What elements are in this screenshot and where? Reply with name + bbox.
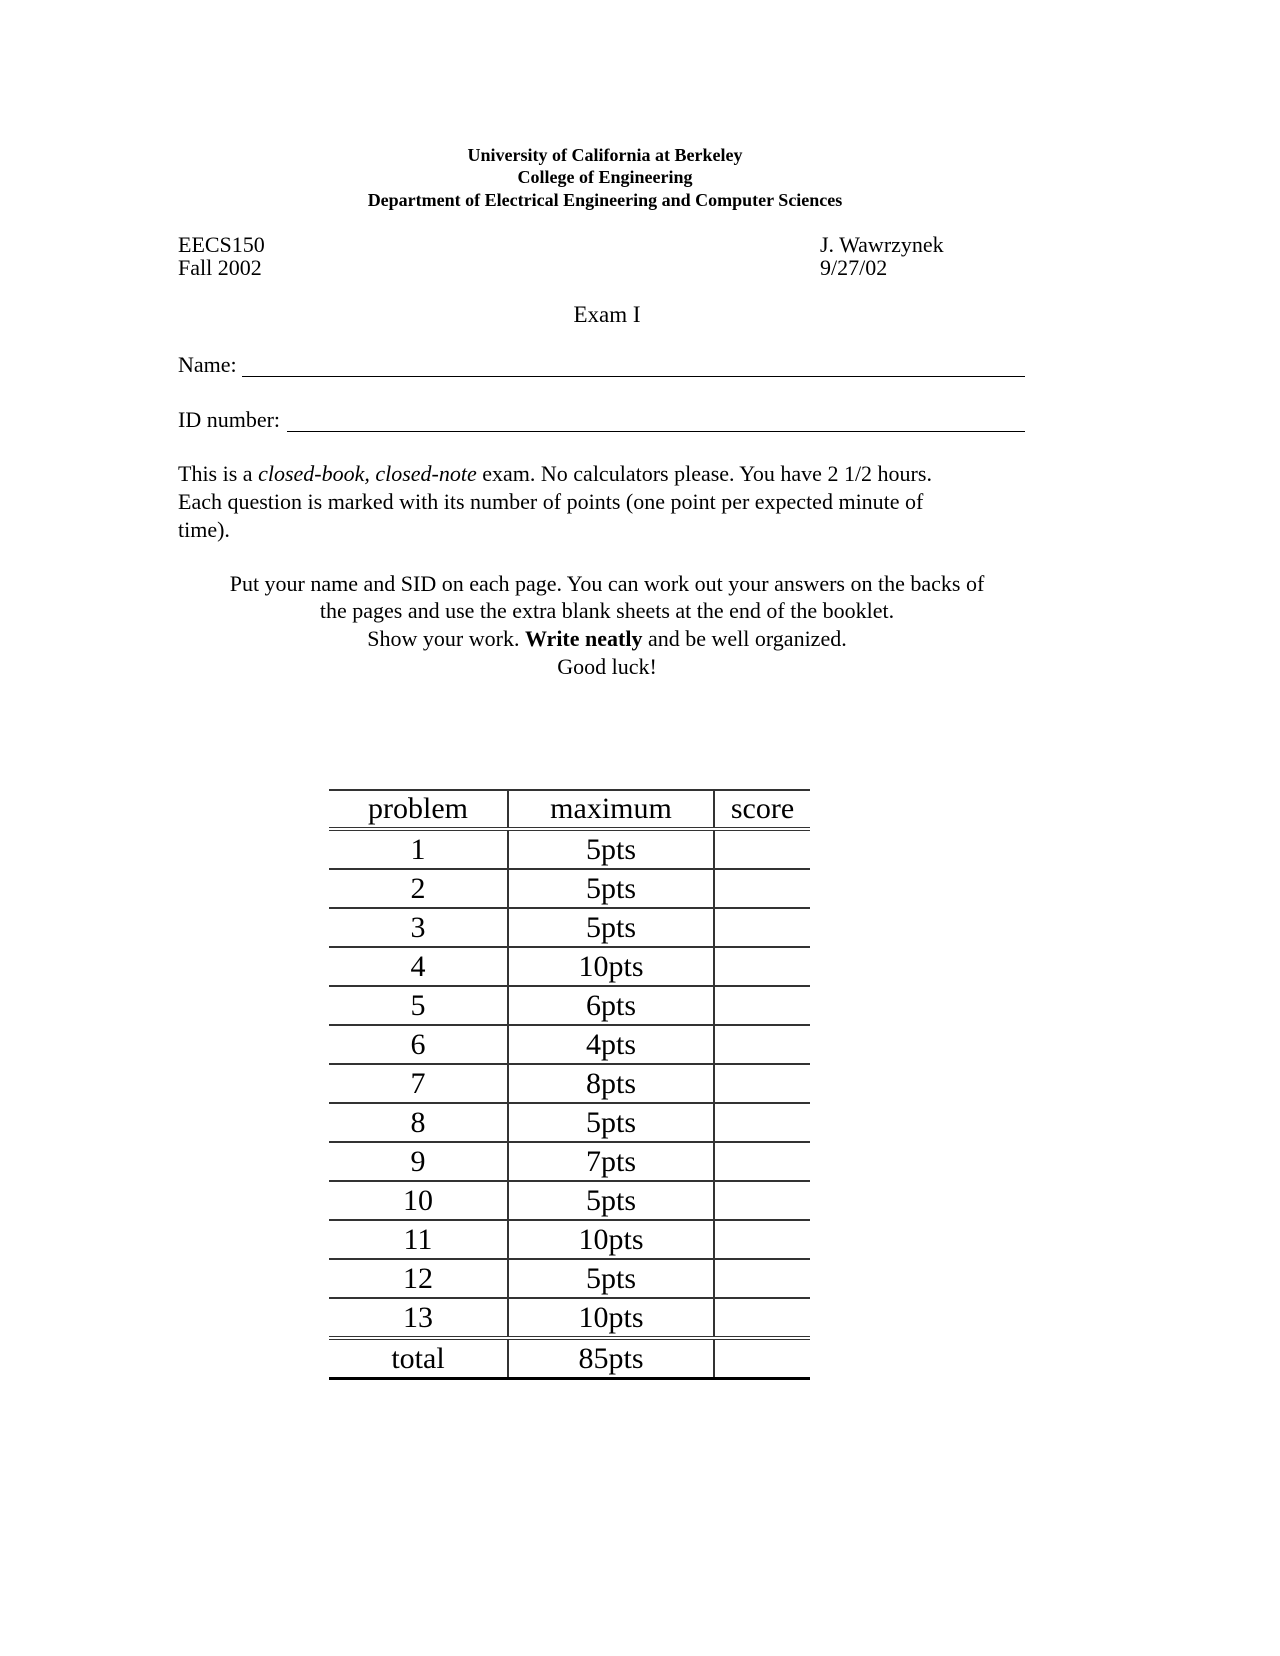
problem-cell: 12 (329, 1259, 508, 1298)
instructions-line-1 (178, 461, 932, 487)
score-cell[interactable] (714, 1142, 810, 1181)
problem-cell: 4 (329, 947, 508, 986)
problem-cell: 11 (329, 1220, 508, 1259)
score-cell[interactable] (714, 869, 810, 908)
department-heading: Department of Electrical Engineering and Computer Sciences (367, 190, 843, 210)
text: and be well organized. (642, 626, 847, 651)
table-row (329, 1220, 810, 1259)
maximum-cell: 8pts (508, 1064, 714, 1103)
maximum-cell: 5pts (508, 1103, 714, 1142)
table-row (329, 869, 810, 908)
maximum-cell: 5pts (508, 1181, 714, 1220)
score-table (329, 789, 810, 1380)
score-cell[interactable] (714, 908, 810, 947)
maximum-cell: 5pts (508, 908, 714, 947)
bold-text: Write neatly (524, 626, 643, 651)
instructor: J. Wawrzynek (820, 232, 944, 257)
maximum-cell: 10pts (508, 1298, 714, 1338)
problem-cell: 5 (329, 986, 508, 1025)
id-label: ID number: (178, 407, 281, 432)
header-score: score (714, 790, 810, 829)
college-heading: College of Engineering (517, 167, 693, 187)
table-row (329, 1181, 810, 1220)
problem-cell: 10 (329, 1181, 508, 1220)
maximum-cell: 10pts (508, 947, 714, 986)
problem-cell: 3 (329, 908, 508, 947)
name-field[interactable] (242, 376, 1025, 377)
problem-cell: 13 (329, 1298, 508, 1338)
table-row (329, 1103, 810, 1142)
exam-title: Exam I (573, 302, 641, 327)
table-row (329, 1298, 810, 1338)
table-row (329, 1025, 810, 1064)
exam-date: 9/27/02 (820, 255, 888, 280)
notes-line-3 (0, 626, 1214, 652)
table-row (329, 947, 810, 986)
text: exam. No calculators please. You have 2 1/2 hours. (476, 461, 932, 486)
score-cell[interactable] (714, 829, 810, 869)
text: Show your work. (367, 626, 525, 651)
notes-line-4: Good luck! (557, 654, 657, 679)
maximum-cell: 6pts (508, 986, 714, 1025)
instructions-line-3: time). (178, 517, 230, 542)
score-cell[interactable] (714, 1259, 810, 1298)
problem-cell: 6 (329, 1025, 508, 1064)
table-header-row (329, 790, 810, 829)
maximum-cell: 5pts (508, 869, 714, 908)
score-cell[interactable] (714, 1064, 810, 1103)
instructions-line-2: Each question is marked with its number of points (one point per expected minute of (178, 489, 924, 514)
maximum-cell: 85pts (508, 1338, 714, 1379)
table-row (329, 986, 810, 1025)
maximum-cell: 5pts (508, 1259, 714, 1298)
maximum-cell: 5pts (508, 829, 714, 869)
problem-cell: 1 (329, 829, 508, 869)
maximum-cell: 10pts (508, 1220, 714, 1259)
notes-line-1: Put your name and SID on each page. You can work out your answers on the backs of (229, 571, 985, 596)
score-cell[interactable] (714, 1025, 810, 1064)
notes-line-2: the pages and use the extra blank sheets at the end of the booklet. (319, 598, 895, 623)
score-cell[interactable] (714, 947, 810, 986)
score-cell[interactable] (714, 1181, 810, 1220)
term: Fall 2002 (178, 255, 262, 280)
maximum-cell: 4pts (508, 1025, 714, 1064)
problem-cell: 8 (329, 1103, 508, 1142)
university-heading: University of California at Berkeley (467, 145, 743, 165)
problem-cell: total (329, 1338, 508, 1379)
score-cell[interactable] (714, 986, 810, 1025)
table-row (329, 908, 810, 947)
table-row (329, 1259, 810, 1298)
problem-cell: 2 (329, 869, 508, 908)
score-cell[interactable] (714, 1298, 810, 1338)
table-row (329, 1064, 810, 1103)
id-field[interactable] (287, 431, 1025, 432)
score-cell[interactable] (714, 1338, 810, 1379)
italic-text: closed-book, closed-note (258, 461, 477, 486)
total-row (329, 1338, 810, 1379)
header-maximum: maximum (508, 790, 714, 829)
problem-cell: 7 (329, 1064, 508, 1103)
problem-cell: 9 (329, 1142, 508, 1181)
header-problem: problem (329, 790, 508, 829)
table-row (329, 829, 810, 869)
course-code: EECS150 (178, 232, 265, 257)
name-label: Name: (178, 352, 237, 377)
score-cell[interactable] (714, 1103, 810, 1142)
maximum-cell: 7pts (508, 1142, 714, 1181)
score-cell[interactable] (714, 1220, 810, 1259)
table-row (329, 1142, 810, 1181)
text: This is a (178, 461, 259, 486)
